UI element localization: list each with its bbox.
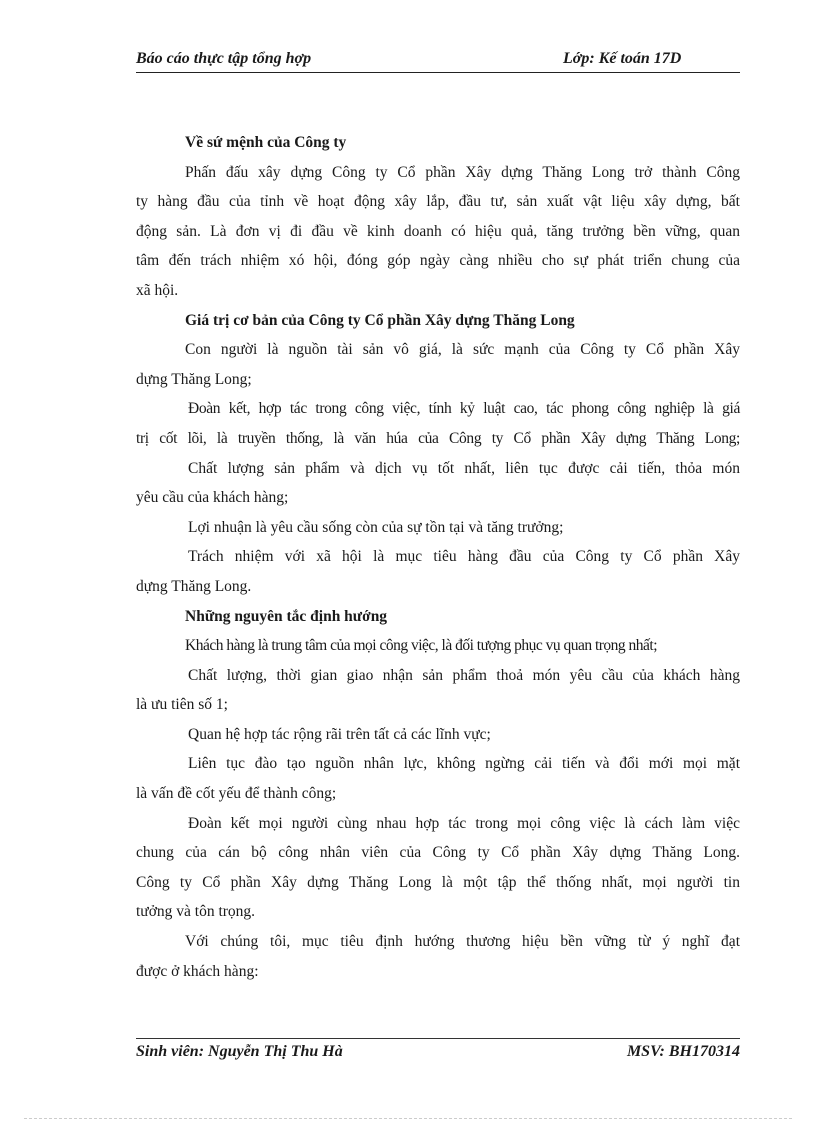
paragraph-line: xã hội. — [136, 281, 179, 299]
document-body — [136, 128, 740, 986]
paragraph-line: Lợi nhuận là yêu cầu sống còn của sự tồn tại và tăng trưởng; — [188, 518, 564, 536]
paragraph-line: tưởng và tôn trọng. — [136, 903, 256, 921]
header-class-label: Lớp: Kế toán 17D — [563, 50, 682, 67]
heading-core-values: Giá trị cơ bản của Công ty Cổ phần Xây dựng Thăng Long — [185, 311, 575, 329]
page-bottom-divider — [24, 1118, 792, 1119]
paragraph-line: yêu cầu của khách hàng; — [136, 489, 289, 507]
header-report-title: Báo cáo thực tập tổng hợp — [136, 50, 312, 67]
paragraph-line: dựng Thăng Long. — [136, 577, 252, 595]
paragraph-line: Chất lượng, thời gian giao nhận sản phẩm thoả món yêu cầu của khách hàng — [188, 666, 740, 684]
footer-student-name: Sinh viên: Nguyễn Thị Thu Hà — [136, 1043, 343, 1060]
paragraph-line: Quan hệ hợp tác rộng rãi trên tất cả các lĩnh vực; — [188, 725, 491, 743]
footer-student-id: MSV: BH170314 — [626, 1043, 740, 1060]
paragraph-line: Trách nhiệm với xã hội là mục tiêu hàng đầu của Công ty Cổ phần Xây — [188, 548, 740, 566]
paragraph-line: Với chúng tôi, mục tiêu định hướng thương hiệu bền vững từ ý nghĩ đạt — [185, 933, 740, 951]
paragraph-line: là ưu tiên số 1; — [136, 696, 228, 714]
paragraph-line: Phấn đấu xây dựng Công ty Cổ phần Xây dựng Thăng Long trở thành Công — [185, 163, 740, 181]
paragraph-line: Con người là nguồn tài sản vô giá, là sức mạnh của Công ty Cổ phần Xây — [185, 341, 740, 359]
paragraph-line: dựng Thăng Long; — [136, 370, 252, 388]
paragraph-line: Công ty Cổ phần Xây dựng Thăng Long là một tập thể thống nhất, mọi người tin — [136, 873, 740, 891]
page-header — [136, 48, 740, 73]
paragraph-line: Khách hàng là trung tâm của mọi công việc, là đối tượng phục vụ quan trọng nhất; — [185, 637, 658, 655]
paragraph-line: trị cốt lõi, là truyền thống, là văn húa của Công ty Cổ phần Xây dựng Thăng Long; — [136, 429, 740, 447]
paragraph-line: Chất lượng sản phẩm và dịch vụ tốt nhất, liên tục được cải tiến, thỏa món — [188, 459, 740, 477]
paragraph-line: động sản. Là đơn vị đi đầu về kinh doanh có hiệu quả, tăng trưởng bền vững, quan — [136, 222, 740, 240]
paragraph-line: tâm đến trách nhiệm xó hội, đóng góp ngày càng nhiều cho sự phát triển chung của — [136, 252, 740, 270]
paragraph-line: là vấn đề cốt yếu để thành công; — [136, 785, 337, 803]
page-footer — [136, 1038, 740, 1069]
paragraph-line: được ở khách hàng: — [136, 962, 259, 980]
heading-mission: Về sứ mệnh của Công ty — [185, 134, 347, 151]
paragraph-line: Liên tục đào tạo nguồn nhân lực, không ngừng cải tiến và đổi mới mọi mặt — [188, 755, 740, 773]
paragraph-line: Đoàn kết mọi người cùng nhau hợp tác trong mọi công việc là cách làm việc — [188, 814, 740, 832]
paragraph-line: ty hàng đầu của tỉnh về hoạt động xây lắp, đầu tư, sản xuất vật liệu xây dựng, bất — [136, 193, 740, 211]
paragraph-line: chung của cán bộ công nhân viên của Công ty Cổ phần Xây dựng Thăng Long. — [136, 844, 740, 862]
heading-guiding-principles: Những nguyên tắc định hướng — [185, 607, 388, 625]
paragraph-line: Đoàn kết, hợp tác trong công việc, tính kỷ luật cao, tác phong công nghiệp là giá — [188, 400, 740, 418]
